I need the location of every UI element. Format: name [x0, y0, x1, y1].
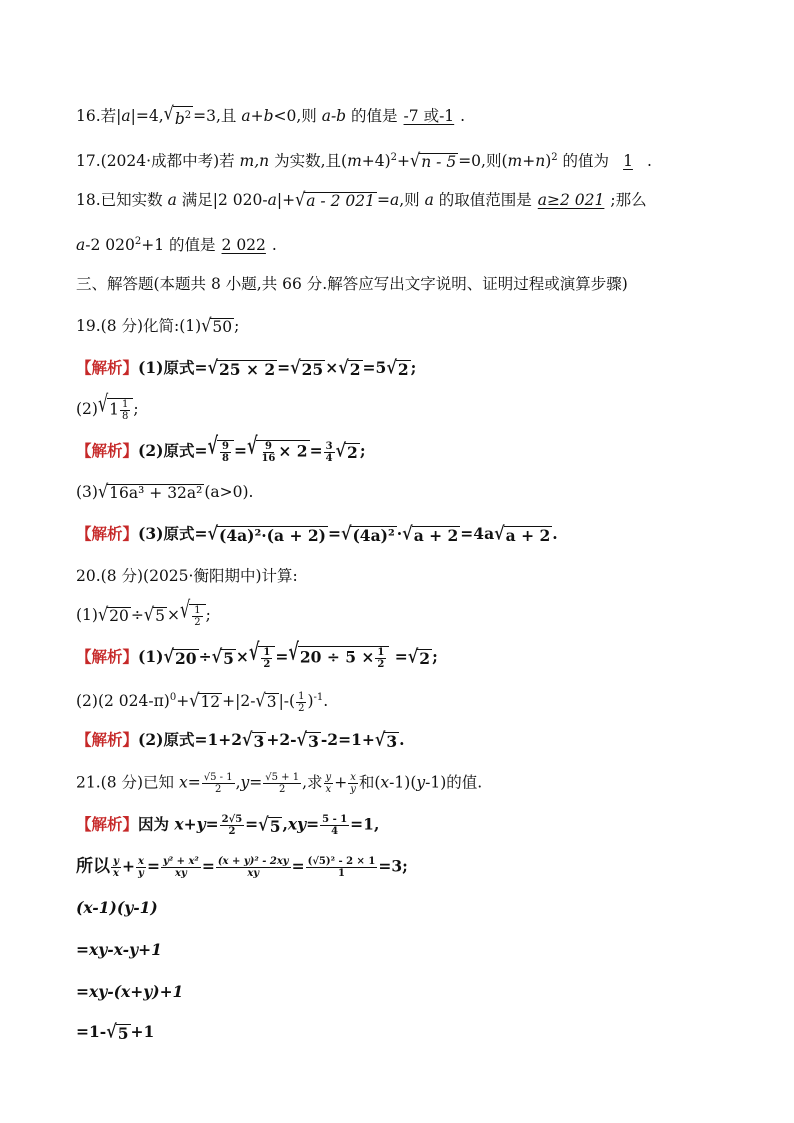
- question-19: 19.(8 分)化简:(1) √ 50 ;: [76, 314, 240, 337]
- sqrt-a-plus-2: √ a + 2: [402, 522, 459, 545]
- solution-21-line3: (x-1)(y-1): [76, 898, 158, 917]
- solution-tag: 【解析】: [76, 525, 139, 543]
- question-18-line2: a-2 $020^2+1$ 的值是 2 022 .: [76, 236, 277, 255]
- question-16: 16.若|a|=4, √ $b^2$ =3,且 a+b<0,则 a-b 的值是 -7 或-1 .: [76, 102, 466, 129]
- solution-19-1: 【解析】(1)原式= √ 25 × 2 = √ 25 × √ 2 =5 √ 2 ;: [76, 356, 417, 379]
- sqrt-half: √ $\frac{1}{2}$: [180, 604, 206, 628]
- sqrt-2: √ 2: [338, 356, 361, 379]
- question-19-3: (3) √ 16a³ + 32a² (a>0).: [76, 480, 254, 503]
- solution-tag: 【解析】: [76, 815, 139, 834]
- section-heading: 三、解答题(本题共 8 小题,共 66 分.解答应写出文字说明、证明过程或演算步骤): [76, 275, 628, 293]
- sqrt-20: √ 20: [97, 603, 129, 626]
- sqrt-5: √ 5: [258, 812, 281, 836]
- sqrt-16a3-32a2: √ 16a³ + 32a²: [97, 480, 203, 503]
- solution-20-1: 【解析】(1) √ 20 ÷ √ 5 × √ $\frac{1}{2}$ = √ 20 ÷ 5 × $\frac{1}{2}$ = √ 2 ;: [76, 637, 438, 670]
- solution-21-line6: =1- √ 5 +1: [76, 1020, 155, 1043]
- question-18: 18.已知实数 a 满足|2 020-a|+ √ a - 2 021 =a,则 a 的取值范围是 a≥2 021 ;那么: [76, 188, 647, 211]
- solution-21-line2: 所以 $\frac{y}{x}$ + $\frac{x}{y}$ = $\frac{\text{y² + x²}}{xy}$ = $\frac{\text{(x + y)² - 2xy}}{xy}$ = $\frac{\text{(√5)² - 2 × 1}}{1}$ =3;: [76, 856, 408, 879]
- question-20-1: (1) √ 20 ÷ √ 5 × √ $\frac{1}{2}$ ;: [76, 595, 211, 628]
- sqrt-combined: √ 20 ÷ 5 × $\frac{1}{2}$: [288, 646, 389, 670]
- sqrt-2: √ 2: [407, 645, 431, 668]
- solution-21-line4: =xy-x-y+1: [76, 940, 162, 959]
- answer-blank: a≥2 021: [537, 191, 605, 209]
- sqrt-3: √ 3: [374, 728, 398, 751]
- sqrt-2: √ 2: [386, 356, 409, 379]
- solution-21-line5: =xy-(x+y)+1: [76, 982, 184, 1001]
- sqrt-12: √ 12: [189, 689, 221, 712]
- question-17: 17.(2024·成都中考)若 m,n 为实数,且$(m+4)^2+$ √ n - 5 =0,则$(m+n)^2$ 的值为 1 .: [76, 149, 652, 172]
- sqrt-5: √ 5: [143, 603, 165, 626]
- sqrt-3: √ 3: [242, 728, 265, 751]
- sqrt-a-minus-2021: √ a - 2 021: [295, 188, 375, 211]
- sqrt-2: √ 2: [335, 439, 358, 462]
- answer-blank: 1: [623, 152, 633, 171]
- solution-tag: 【解析】: [76, 648, 139, 666]
- sqrt-9-16-x2: √ $\frac{9}{16}$ × 2: [246, 431, 308, 464]
- question-21: 21.(8 分)已知 x= $\frac{√5 - 1}{2}$ ,y= $\frac{√5 + 1}{2}$ ,求 $\frac{y}{x}$ + $\frac{x}{y}$ 和(x-1)(y-1)的值.: [76, 772, 483, 795]
- answer-blank: -7 或-1: [403, 107, 455, 126]
- sqrt-a-plus-2: √ a + 2: [494, 522, 551, 545]
- solution-19-3: 【解析】(3)原式= √ (4a)²·(a + 2) = √ (4a)² · √ a + 2 =4a √ a + 2 .: [76, 522, 558, 545]
- solution-21-line1: 【解析】因为 x+y= $\frac{2√5}{2}$ = √ 5 ,xy= $\frac{5 - 1}{4}$ =1,: [76, 812, 380, 837]
- solution-tag: 【解析】: [76, 359, 139, 377]
- sqrt-b-squared: √ $b^2$: [163, 102, 192, 129]
- sqrt-5: √ 5: [211, 645, 234, 668]
- sqrt-3: √ 3: [255, 689, 277, 712]
- sqrt-4a-sq-a-plus-2: √ (4a)²·(a + 2): [207, 522, 326, 545]
- sqrt-25: √ 25: [290, 356, 324, 379]
- question-20-2: (2)(2 024-π)$^0$+ √ 12 +|2- √ 3 |-( $\frac{1}{2}$ )$^{-1}$.: [76, 689, 329, 714]
- answer-blank: 2 022: [221, 236, 266, 255]
- question-20: 20.(8 分)(2025·衡阳期中)计算:: [76, 567, 298, 585]
- sqrt-20: √ 20: [163, 645, 197, 668]
- sqrt-n-minus-5: √ n - 5: [410, 149, 457, 172]
- solution-20-2: 【解析】(2)原式=1+2 √ 3 +2- √ 3 -2=1+ √ 3 .: [76, 728, 405, 751]
- sqrt-5: √ 5: [106, 1020, 129, 1043]
- sqrt-4a-sq: √ (4a)²: [340, 522, 395, 545]
- solution-19-2: 【解析】(2)原式= √ $\frac{9}{8}$ = √ $\frac{9}{16}$ × 2 = $\frac{3}{4}$ √ 2 ;: [76, 431, 366, 464]
- sqrt-half: √ $\frac{1}{2}$: [249, 646, 275, 670]
- sqrt-mixed-fraction: √ 1 $\frac{1}{8}$: [98, 398, 133, 422]
- sqrt-25x2: √ 25 × 2: [207, 356, 276, 379]
- sqrt-9-8: √ $\frac{9}{8}$: [207, 440, 233, 464]
- solution-tag: 【解析】: [76, 442, 139, 460]
- question-19-2: (2) √ 1 $\frac{1}{8}$ ;: [76, 389, 139, 422]
- sqrt-3: √ 3: [296, 728, 319, 751]
- solution-tag: 【解析】: [76, 731, 139, 749]
- sqrt-50: √ 50: [201, 314, 233, 337]
